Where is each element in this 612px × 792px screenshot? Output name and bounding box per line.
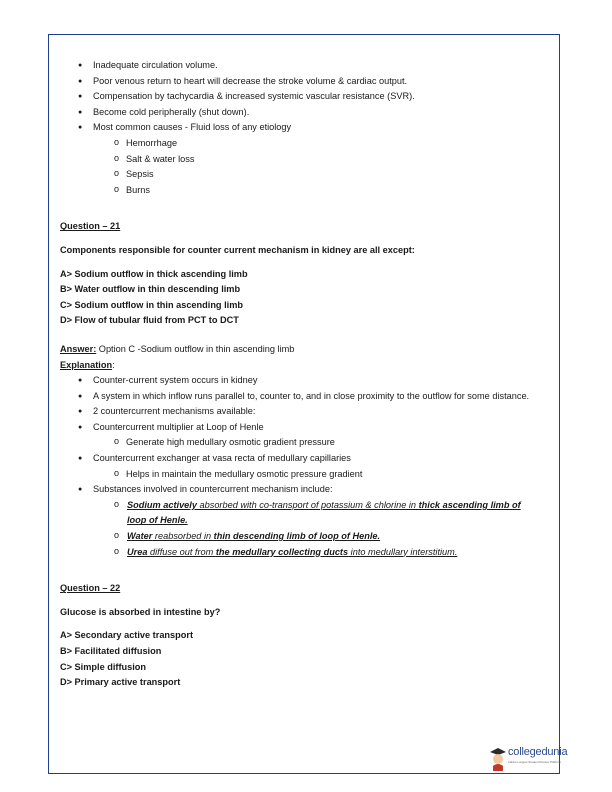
list-item: ● Become cold peripherally (shut down). [60,105,550,121]
substance-water: Water [127,531,153,542]
explanation-line [60,358,550,374]
substance-sodium: Sodium actively [127,499,197,510]
answer-line [60,342,550,358]
sub-emphasis: thick ascending limb of loop of Henle. [127,499,521,526]
list-item: ● Compensation by tachycardia & increased systemic vascular resistance (SVR). [60,89,550,105]
sub-text: absorbed with co-transport of potassium & chlorine in [196,499,419,510]
option-d: D> Primary active transport [60,677,181,688]
option-b: B> Water outflow in thin descending limb [60,284,241,295]
sub-text: reabsorbed in [152,531,214,542]
sub-emphasis: the medullary collecting ducts [215,546,349,557]
sub-list-item: o Hemorrhage [60,136,550,152]
sub-list-item: o Salt & water loss [60,152,550,168]
logo-name: collegedunia [508,746,568,758]
sub-list-item [60,498,550,529]
option-d: D> Flow of tubular fluid from PCT to DCT [60,315,239,326]
list-item: ● A system in which inflow runs parallel to, counter to, and in close proximity to the outflow for some distance. [60,389,550,405]
question-21-heading: Question – 21 [60,221,121,232]
sub-text: diffuse out from [147,546,216,557]
sub-list-item: o Generate high medullary osmotic gradient pressure [60,435,550,451]
sub-list-item [60,529,550,545]
option-b: B> Facilitated diffusion [60,646,162,656]
sub-list-item: o Sepsis [60,167,550,183]
list-item: ● Counter-current system occurs in kidney [60,373,550,389]
option-c: C> Sodium outflow in thin ascending limb [60,299,243,310]
option-a: A> Sodium outflow in thick ascending limb [60,268,248,279]
sub-text: into medullary interstitium. [348,546,458,557]
graduate-mascot-icon [488,746,508,772]
page-content [60,58,550,691]
sub-list-item [60,545,550,561]
logo-tagline: India's Largest Student Review Platform [508,760,562,764]
list-item: ● Most common causes - Fluid loss of any etiology [60,120,550,136]
explanation-label: Explanation [60,359,113,370]
substance-urea: Urea [127,546,148,557]
answer-label: Answer: [60,343,97,354]
answer-text: Option C -Sodium outflow in thin ascending limb [96,343,295,354]
list-item: ● Countercurrent multiplier at Loop of Henle [60,420,550,436]
list-item: ● 2 countercurrent mechanisms available: [60,404,550,420]
list-item: ● Inadequate circulation volume. [60,58,550,74]
list-item: ● Countercurrent exchanger at vasa recta of medullary capillaries [60,451,550,467]
sub-list-item: o Burns [60,183,550,199]
list-item: ● Poor venous return to heart will decrease the stroke volume & cardiac output. [60,74,550,90]
question-22-heading: Question – 22 [60,583,121,594]
explanation-colon: : [112,359,115,370]
question-22-text: Glucose is absorbed in intestine by? [60,606,221,617]
option-a: A> Secondary active transport [60,630,194,641]
question-21-text: Components responsible for counter current mechanism in kidney are all except: [60,244,415,255]
sub-list-item: o Helps in maintain the medullary osmotic pressure gradient [60,467,550,483]
collegedunia-logo [488,744,568,774]
option-c: C> Simple diffusion [60,661,147,672]
explanation-list [60,373,550,560]
intro-bullet-list [60,58,550,198]
list-item: ● Substances involved in countercurrent mechanism include: [60,482,550,498]
sub-emphasis: thin descending limb of loop of Henle. [213,531,381,542]
